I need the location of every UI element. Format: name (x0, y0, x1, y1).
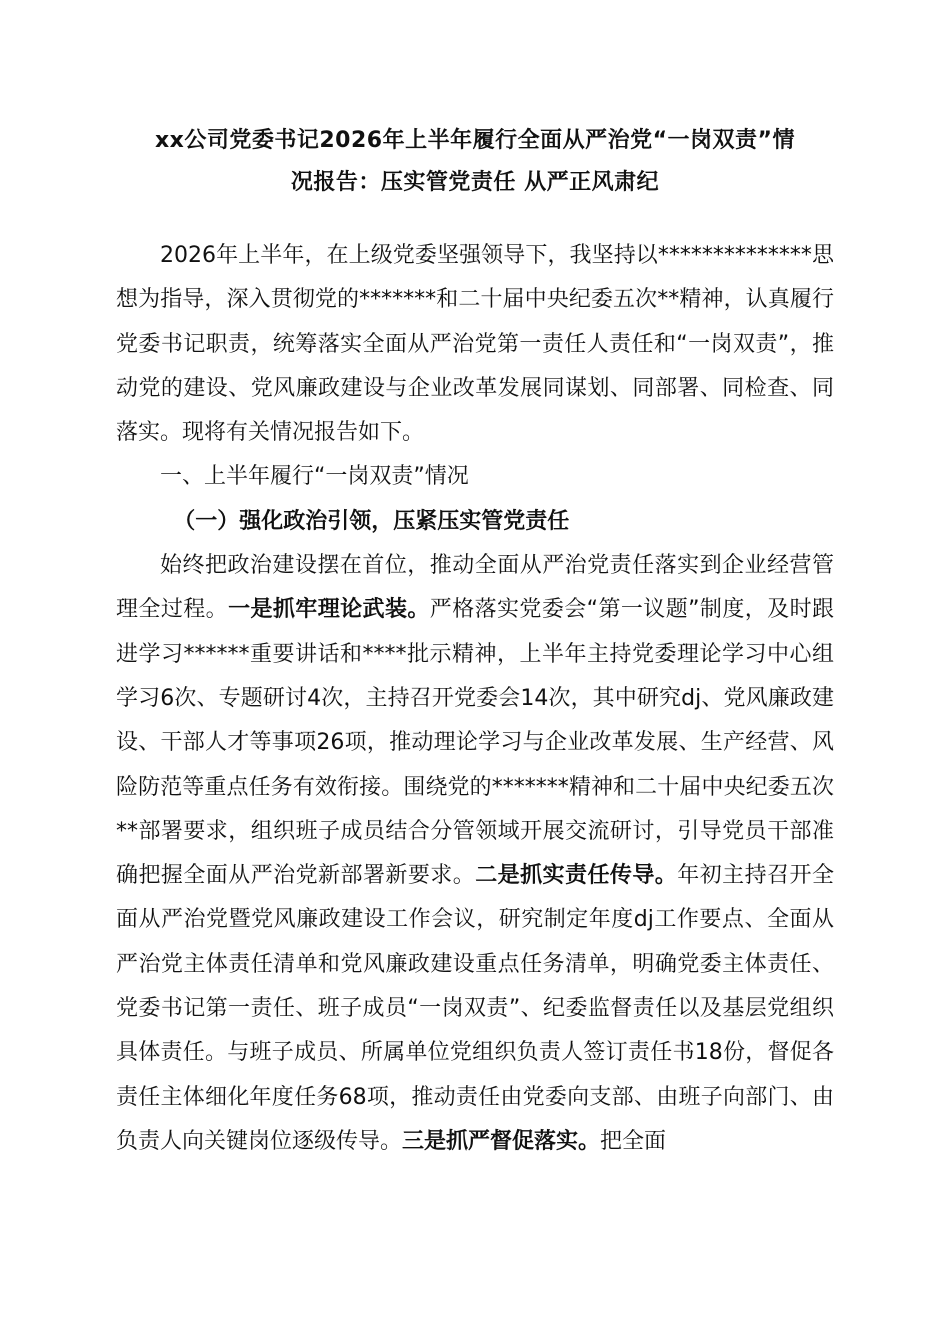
body-paragraph (116, 544, 834, 1164)
body-text-mid-2: 年初主持召开全面从严治党暨党风廉政建设工作会议，研究制定年度dj工作要点、全面从严治党主体责任清单和党风廉政建设重点任务清单，明确党委主体责任、党委书记第一责任、班子成员“一岗双责”、纪委监督责任以及基层党组织具体责任。与班子成员、所属单位党组织负责人签订责任书18份，督促各责任主体细化年度任务68项，推动责任由党委向支部、由班子向部门、由负责人向关键岗位逐级传导。 (116, 863, 834, 1154)
title-line-1: xx公司党委书记2026年上半年履行全面从严治党“一岗双责”情 (154, 128, 796, 153)
subsection-heading-1: （一）强化政治引领，压紧压实管党责任 (173, 508, 570, 534)
section-heading-1: 一、上半年履行“一岗双责”情况 (160, 464, 469, 490)
intro-paragraph: 2026年上半年，在上级党委坚强领导下，我坚持以**************思想为指导，深入贯彻党的*******和二十届中央纪委五次**精神，认真履行党委书记职责，统筹落实全面从严治党第一责任人责任和“一岗双责”，推动党的建设、党风廉政建设与企业改革发展同谋划、同部署、同检查、同落实。现将有关情况报告如下。 (116, 243, 834, 446)
body-text-start: 始终把政治建设摆在首位，推动全面从严治党责任落实到企业经营管理全过程。 (116, 553, 834, 623)
bold-point-2: 二是抓实责任传导。 (475, 863, 678, 889)
bold-point-3: 三是抓严督促落实。 (402, 1128, 601, 1154)
title-line-2: 况报告：压实管党责任 从严正风肃纪 (290, 170, 660, 195)
document-title (116, 120, 834, 204)
bold-point-1: 一是抓牢理论武装。 (228, 597, 430, 623)
body-text-end: 把全面 (600, 1128, 667, 1154)
body-text-mid-1: 严格落实党委会“第一议题”制度，及时跟进学习******重要讲话和****批示精神，上半年主持党委理论学习中心组学习6次、专题研讨4次，主持召开党委会14次，其中研究dj、党风廉政建设、干部人才等事项26项，推动理论学习与企业改革发展、生产经营、风险防范等重点任务有效衔接。围绕党的*******精神和二十届中央纪委五次**部署要求，组织班子成员结合分管领域开展交流研讨，引导党员干部准确把握全面从严治党新部署新要求。 (116, 597, 834, 889)
